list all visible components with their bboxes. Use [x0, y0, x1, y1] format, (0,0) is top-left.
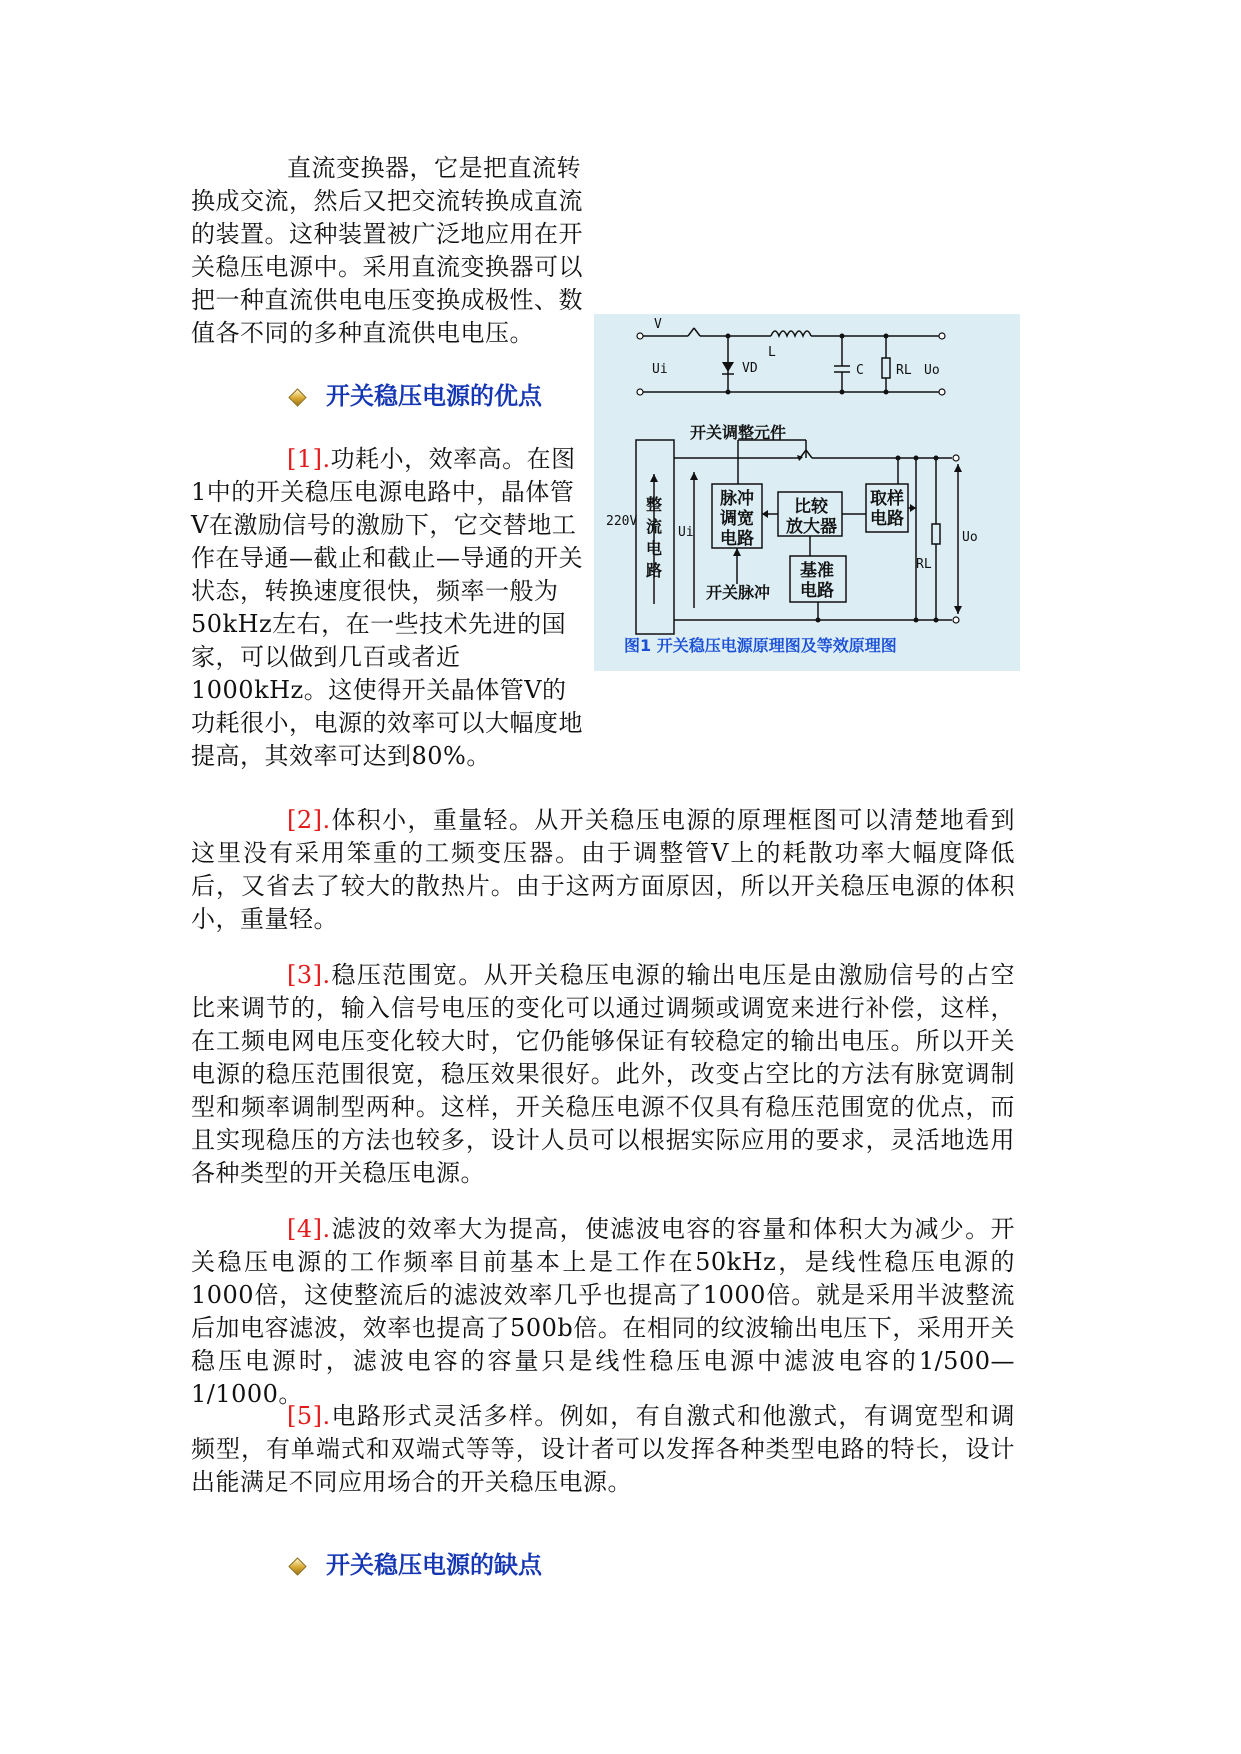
advantage-paragraph-2: [2].体积小，重量轻。从开关稳压电源的原理框图可以清楚地看到这里没有采用笨重的工频变压器。由于调整管V上的耗散功率大幅度降低后，又省去了较大的散热片。由于这两方面原因，所以开关稳压电源的体积小，重量轻。: [191, 806, 1015, 933]
figure-caption: 图1 开关稳压电源原理图及等效原理图: [624, 636, 897, 655]
label-v: V: [654, 317, 662, 332]
label-pwm-1: 脉冲: [720, 489, 754, 509]
label-rl-top: RL: [896, 363, 912, 378]
label-ui-top: Ui: [652, 362, 668, 377]
label-switch-pulse: 开关脉冲: [706, 583, 771, 602]
label-l: L: [768, 345, 776, 360]
intro-paragraph: 直流变换器，它是把直流转换成交流，然后又把交流转换成直流的装置。这种装置被广泛地应用在开关稳压电源中。采用直流变换器可以把一种直流供电电压变换成极性、数值各不同的多种直流供电电压。: [191, 154, 583, 347]
label-rl-bottom: RL: [916, 557, 932, 572]
label-pwm-2: 调宽: [720, 509, 754, 529]
label-ui-bottom: Ui: [678, 525, 694, 540]
label-pwm-3: 电路: [720, 529, 754, 549]
advantage-paragraph-4: [4].滤波的效率大为提高，使滤波电容的容量和体积大为减少。开关稳压电源的工作频率目前基本上是工作在50kHz，是线性稳压电源的1000倍，这使整流后的滤波效率几乎也提高了1000倍。就是采用半波整流后加电容滤波，效率也提高了500b倍。在相同的纹波输出电压下，采用开关稳压电源时，滤波电容的容量只是线性稳压电源中滤波电容的1/500—1/1000。: [191, 1215, 1015, 1408]
advantage-paragraph-1: [1].功耗小，效率高。在图1中的开关稳压电源电路中，晶体管V在激励信号的激励下，它交替地工作在导通—截止和截止—导通的开关状态，转换速度很快，频率一般为50kHz左右，在一些技术先进的国家，可以做到几百或者近1000kHz。这使得开关晶体管V的功耗很小，电源的效率可以大幅度地提高，其效率可达到80%。: [191, 445, 583, 770]
label-rectifier-2: 流: [646, 517, 663, 536]
label-rectifier-4: 路: [646, 561, 663, 580]
label-sampler-1: 取样: [870, 489, 904, 509]
advantage-paragraph-3: [3].稳压范围宽。从开关稳压电源的输出电压是由激励信号的占空比来调节的，输入信号电压的变化可以通过调频或调宽来进行补偿，这样，在工频电网电压变化较大时，它仍能够保证有较稳定的输出电压。所以开关电源的稳压范围很宽，稳压效果很好。此外，改变占空比的方法有脉宽调制型和频率调制型两种。这样，开关稳压电源不仅具有稳压范围宽的优点，而且实现稳压的方法也较多，设计人员可以根据实际应用的要求，灵活地选用各种类型的开关稳压电源。: [191, 961, 1015, 1187]
advantage-paragraph-5: [5].电路形式灵活多样。例如，有自激式和他激式，有调宽型和调频型，有单端式和双端式等等，设计者可以发挥各种类型电路的特长，设计出能满足不同应用场合的开关稳压电源。: [191, 1402, 1015, 1496]
label-220v: 220V: [606, 514, 638, 529]
diamond-bullet-icon: [288, 1557, 306, 1575]
label-uo-top: Uo: [924, 363, 940, 378]
label-rectifier-3: 电: [646, 539, 663, 558]
label-reference-2: 电路: [800, 581, 834, 601]
label-reference-1: 基准: [800, 561, 834, 581]
schematic-svg: [594, 314, 1020, 671]
figure-schematic: [594, 314, 1020, 671]
label-comparator-1: 比较: [794, 497, 828, 517]
label-c: C: [856, 363, 864, 378]
label-rectifier-1: 整: [646, 495, 663, 514]
label-sampler-2: 电路: [870, 509, 904, 529]
section-heading-advantages: 开关稳压电源的优点: [326, 382, 542, 410]
label-uo-bottom: Uo: [962, 530, 978, 545]
label-vd: VD: [742, 361, 758, 376]
label-comparator-2: 放大器: [786, 517, 837, 537]
label-switch-element: 开关调整元件: [690, 423, 787, 442]
diamond-bullet-icon: [288, 388, 306, 406]
section-heading-disadvantages: 开关稳压电源的缺点: [326, 1551, 542, 1579]
